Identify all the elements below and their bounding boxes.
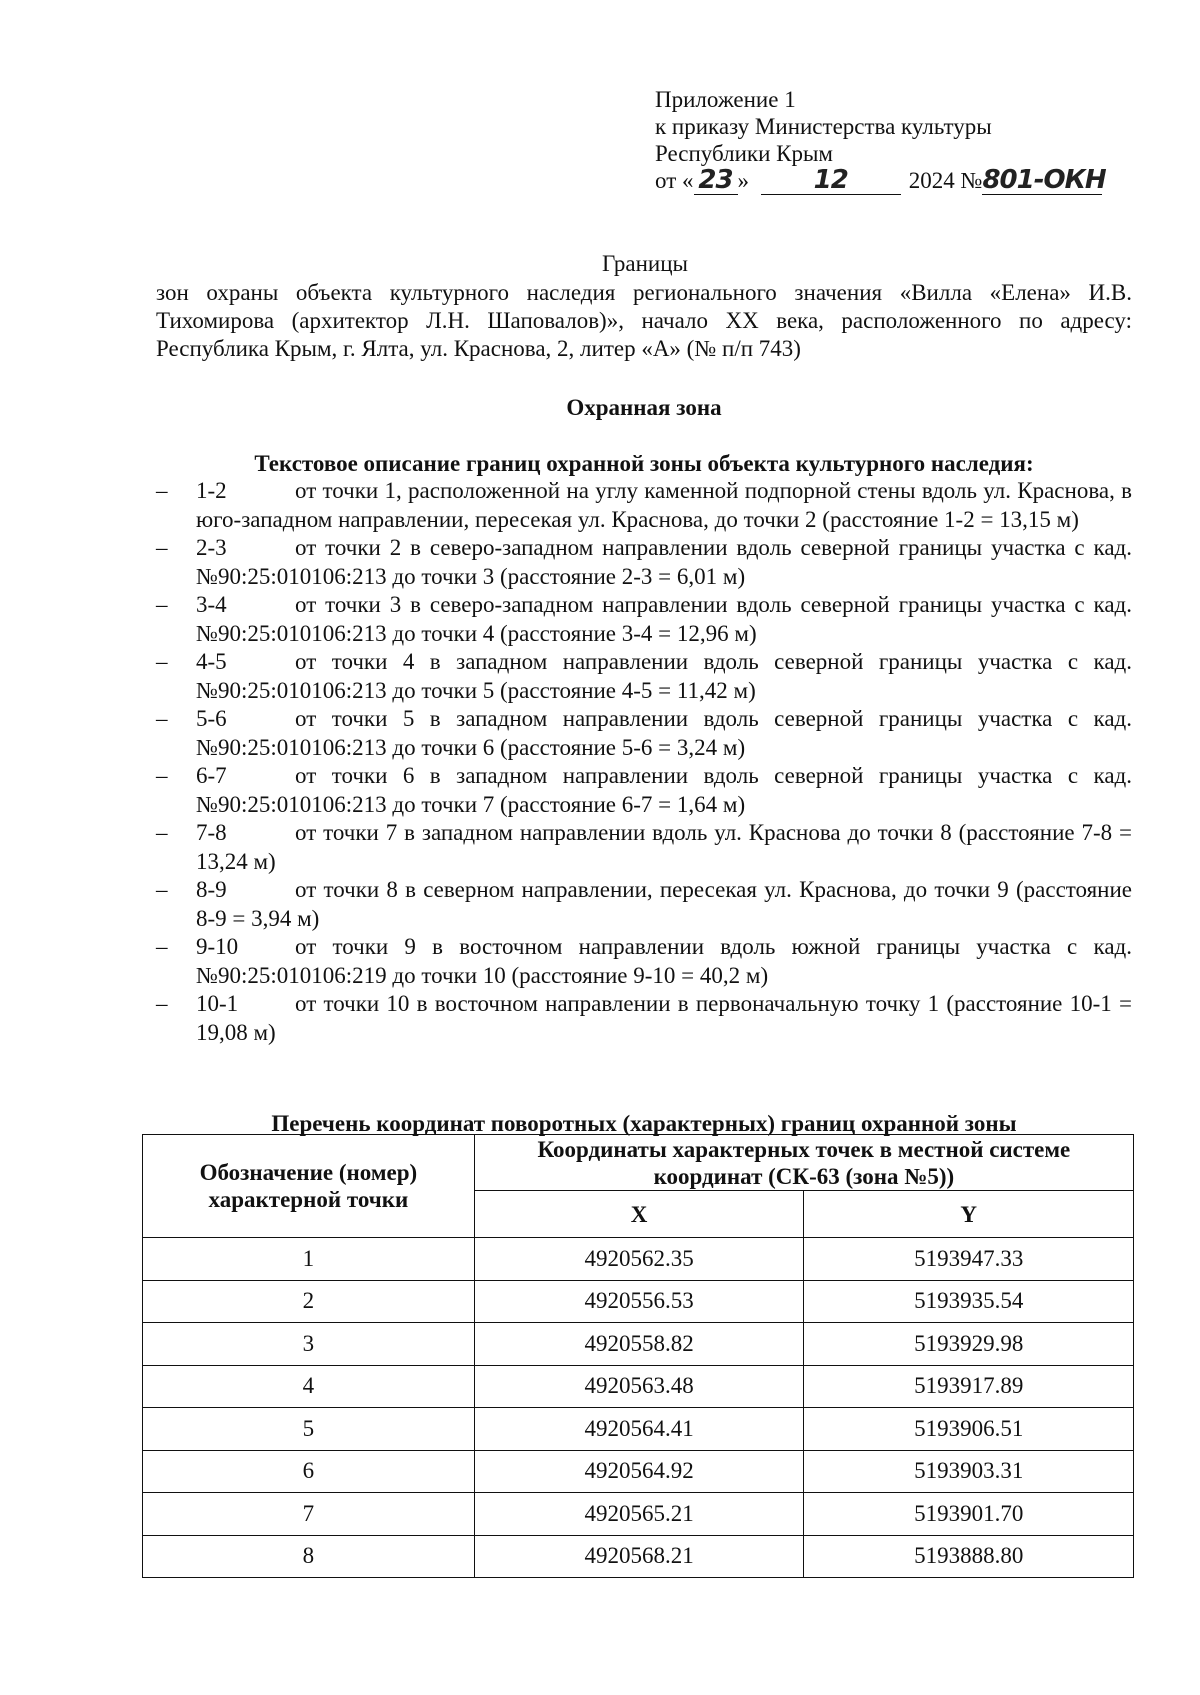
cell-x: 4920565.21 <box>474 1493 804 1536</box>
cell-point: 6 <box>143 1450 475 1493</box>
segment-text: от точки 7 в западном направлении вдоль ул. Краснова до точки 8 (расстояние 7-8 = 13,24 м) <box>196 820 1132 874</box>
segment-text: от точки 3 в северо-западном направлении вдоль северной границы участка с кад. №90:25:010106:213 до точки 4 (расстояние 3-4 = 12,96 м) <box>196 592 1132 646</box>
list-dash: – <box>156 763 168 788</box>
coordinates-table <box>142 1134 1134 1578</box>
segment-item <box>156 477 1132 534</box>
segment-code: 6-7 <box>196 763 227 788</box>
list-dash: – <box>156 535 168 560</box>
order-date-line <box>655 165 1106 195</box>
table-row <box>143 1535 1134 1578</box>
segment-text: от точки 2 в северо-западном направлении вдоль северной границы участка с кад. №90:25:010106:213 до точки 3 (расстояние 2-3 = 6,01 м) <box>196 535 1132 589</box>
list-dash: – <box>156 706 168 731</box>
cell-point: 3 <box>143 1323 475 1366</box>
table-row <box>143 1238 1134 1281</box>
segment-code: 3-4 <box>196 592 227 617</box>
cell-y: 5193888.80 <box>804 1535 1134 1578</box>
header-point: Обозначение (номер) характерной точки <box>143 1135 475 1238</box>
segment-item <box>156 591 1132 648</box>
cell-x: 4920556.53 <box>474 1280 804 1323</box>
cell-y: 5193901.70 <box>804 1493 1134 1536</box>
segment-text: от точки 9 в восточном направлении вдоль южной границы участка с кад. №90:25:010106:219 до точки 10 (расстояние 9-10 = 40,2 м) <box>196 934 1132 988</box>
segment-text: от точки 5 в западном направлении вдоль северной границы участка с кад. №90:25:010106:213 до точки 6 (расстояние 5-6 = 3,24 м) <box>196 706 1132 760</box>
cell-point: 4 <box>143 1365 475 1408</box>
segment-code: 4-5 <box>196 649 227 674</box>
cell-point: 2 <box>143 1280 475 1323</box>
segment-item <box>156 705 1132 762</box>
order-month: 12 <box>761 167 901 195</box>
appendix-line-3: Республики Крым <box>655 141 833 166</box>
cell-y: 5193947.33 <box>804 1238 1134 1281</box>
table-row <box>143 1323 1134 1366</box>
cell-y: 5193917.89 <box>804 1365 1134 1408</box>
segment-item <box>156 933 1132 990</box>
segment-item <box>156 534 1132 591</box>
zone-heading: Охранная зона <box>566 395 722 420</box>
segment-code: 1-2 <box>196 478 227 503</box>
cell-x: 4920564.41 <box>474 1408 804 1451</box>
appendix-line-2: к приказу Министерства культуры <box>655 114 992 139</box>
list-dash: – <box>156 478 168 503</box>
segment-item <box>156 762 1132 819</box>
table-row <box>143 1365 1134 1408</box>
segment-text: от точки 8 в северном направлении, пересекая ул. Краснова, до точки 9 (расстояние 8-9 = 3,94 м) <box>196 877 1132 931</box>
order-number: 801-ОКН <box>982 165 1106 195</box>
description-heading: Текстовое описание границ охранной зоны объекта культурного наследия: <box>254 451 1034 476</box>
segment-list <box>156 477 1132 1047</box>
cell-y: 5193935.54 <box>804 1280 1134 1323</box>
date-prefix: от « <box>655 168 694 193</box>
segment-text: от точки 1, расположенной на углу каменной подпорной стены вдоль ул. Краснова, в юго-западном направлении, пересекая ул. Краснова, до точки 2 (расстояние 1-2 = 13,15 м) <box>196 478 1132 532</box>
cell-y: 5193929.98 <box>804 1323 1134 1366</box>
cell-x: 4920568.21 <box>474 1535 804 1578</box>
appendix-line-1: Приложение 1 <box>655 87 796 112</box>
date-mid: » <box>737 168 749 193</box>
cell-point: 8 <box>143 1535 475 1578</box>
segment-code: 7-8 <box>196 820 227 845</box>
table-row <box>143 1280 1134 1323</box>
list-dash: – <box>156 820 168 845</box>
segment-item <box>156 648 1132 705</box>
cell-point: 1 <box>143 1238 475 1281</box>
list-dash: – <box>156 592 168 617</box>
segment-code: 9-10 <box>196 934 239 959</box>
header-coordinates: Координаты характерных точек в местной системе координат (СК-63 (зона №5)) <box>474 1135 1133 1191</box>
table-title: Перечень координат поворотных (характерных) границ охранной зоны <box>271 1111 1017 1136</box>
segment-code: 8-9 <box>196 877 227 902</box>
list-dash: – <box>156 877 168 902</box>
list-dash: – <box>156 649 168 674</box>
cell-x: 4920563.48 <box>474 1365 804 1408</box>
list-dash: – <box>156 991 168 1016</box>
segment-text: от точки 10 в восточном направлении в первоначальную точку 1 (расстояние 10-1 = 19,08 м) <box>196 991 1132 1045</box>
cell-x: 4920564.92 <box>474 1450 804 1493</box>
cell-point: 7 <box>143 1493 475 1536</box>
segment-text: от точки 4 в западном направлении вдоль северной границы участка с кад. №90:25:010106:213 до точки 5 (расстояние 4-5 = 11,42 м) <box>196 649 1132 703</box>
segment-item <box>156 990 1132 1047</box>
document-subtitle: зон охраны объекта культурного наследия регионального значения «Вилла «Елена» И.В. Тихомирова (архитектор Л.Н. Шаповалов)», начало XX века, расположенного по адресу: Республика Крым, г. Ялта, ул. Краснова, 2, литер «А» (№ п/п 743) <box>156 280 1132 361</box>
cell-x: 4920558.82 <box>474 1323 804 1366</box>
order-day: 23 <box>694 167 738 195</box>
header-y: Y <box>804 1191 1134 1238</box>
table-row <box>143 1493 1134 1536</box>
cell-x: 4920562.35 <box>474 1238 804 1281</box>
header-x: X <box>474 1191 804 1238</box>
table-row <box>143 1450 1134 1493</box>
cell-point: 5 <box>143 1408 475 1451</box>
segment-code: 10-1 <box>196 991 239 1016</box>
segment-text: от точки 6 в западном направлении вдоль северной границы участка с кад. №90:25:010106:213 до точки 7 (расстояние 6-7 = 1,64 м) <box>196 763 1132 817</box>
list-dash: – <box>156 934 168 959</box>
table-row <box>143 1408 1134 1451</box>
segment-code: 5-6 <box>196 706 227 731</box>
document-title: Границы <box>602 251 688 276</box>
segment-item <box>156 876 1132 933</box>
cell-y: 5193906.51 <box>804 1408 1134 1451</box>
appendix-block <box>655 86 1106 195</box>
segment-code: 2-3 <box>196 535 227 560</box>
cell-y: 5193903.31 <box>804 1450 1134 1493</box>
segment-item <box>156 819 1132 876</box>
order-year: 2024 № <box>908 168 983 193</box>
